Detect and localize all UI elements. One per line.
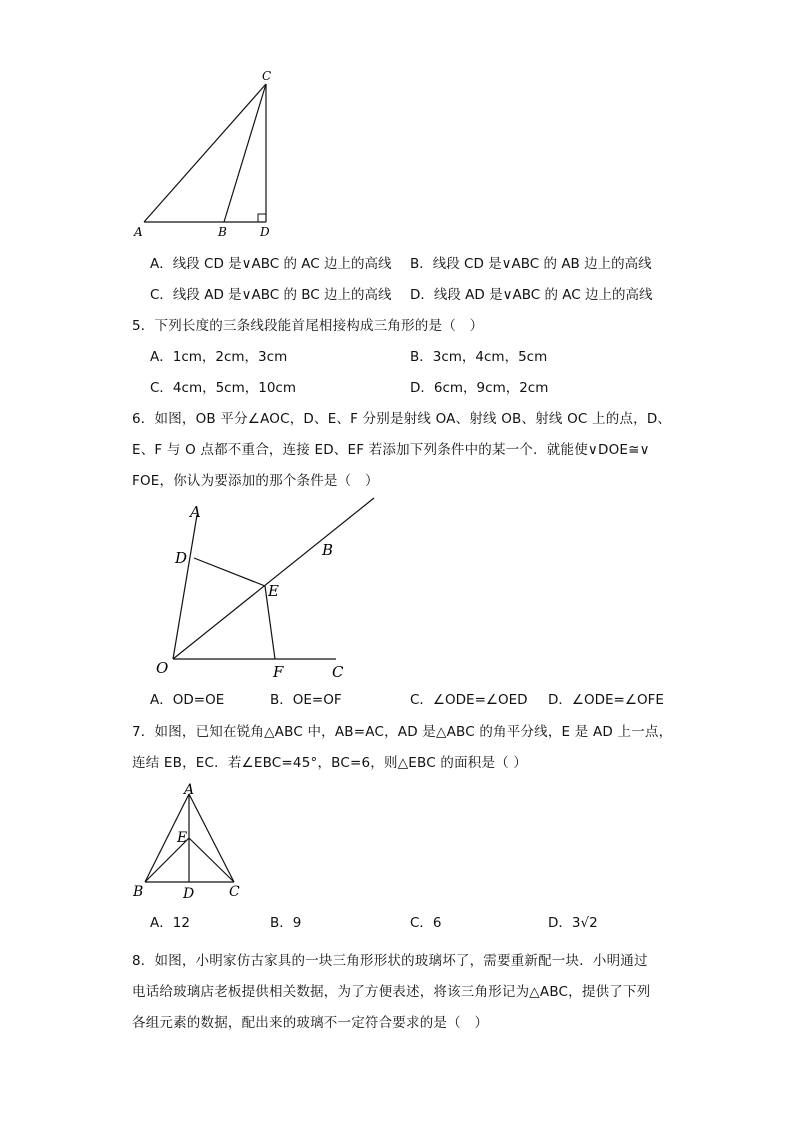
q8-stem-line-1: 8．如图，小明家仿古家具的一块三角形形状的玻璃坏了，需要重新配一块．小明通过 [132,953,648,969]
label-f: F [273,663,284,681]
q5-stem: 5．下列长度的三条线段能首尾相接构成三角形的是（ ） [132,318,484,334]
q4-triangle-figure [120,60,300,250]
label-c: C [332,663,344,681]
q6-angle-bisector-figure [150,495,400,690]
segment-ed [194,558,265,586]
label-a: A [190,503,201,521]
q5-option-c[interactable]: C．4cm，5cm，10cm [150,380,297,396]
label-e: E [177,830,188,846]
q7-option-b[interactable]: B．9 [270,915,302,931]
label-a: A [184,782,195,798]
label-c: C [262,69,272,83]
q4-option-a[interactable]: A．线段 CD 是∨ABC 的 AC 边上的高线 [150,256,392,272]
segment-bc [224,84,266,222]
label-d: D [260,225,270,239]
ray-ob [173,498,374,659]
q8-stem-line-3: 各组元素的数据，配出来的玻璃不一定符合要求的是（ ） [132,1015,489,1031]
right-angle-mark [258,214,266,222]
q6-option-d[interactable]: D．∠ODE=∠OFE [548,692,664,708]
q4-option-d[interactable]: D．线段 AD 是∨ABC 的 AC 边上的高线 [410,287,653,303]
segment-ac [144,84,266,222]
label-e: E [268,582,279,600]
q7-stem-line-2: 连结 EB，EC．若∠EBC=45°，BC=6，则△EBC 的面积是（ ） [132,755,528,771]
q8-stem-line-2: 电话给玻璃店老板提供相关数据，为了方便表述，将该三角形记为△ABC，提供了下列 [132,984,651,1000]
q6-option-a[interactable]: A．OD=OE [150,692,225,708]
q6-stem-line-1: 6．如图，OB 平分∠AOC，D、E、F 分别是射线 OA、射线 OB、射线 OC 上的点，D、 [132,411,672,427]
q7-isosceles-figure [125,778,255,906]
q5-option-b[interactable]: B．3cm，4cm，5cm [410,349,548,365]
label-b: B [322,541,334,559]
label-o: O [156,659,169,677]
segment-ac [189,794,234,882]
label-c: C [229,884,240,900]
q7-option-d[interactable]: D．3√2 [548,915,598,931]
q6-stem-line-2: E、F 与 O 点都不重合，连接 ED、EF 若添加下列条件中的某一个．就能使∨DOE≅∨ [132,442,650,458]
q7-option-c[interactable]: C．6 [410,915,442,931]
label-d: D [183,886,195,902]
q5-option-a[interactable]: A．1cm，2cm，3cm [150,349,288,365]
label-d: D [175,549,188,567]
q7-option-a[interactable]: A．12 [150,915,190,931]
q4-option-b[interactable]: B．线段 CD 是∨ABC 的 AB 边上的高线 [410,256,652,272]
q4-option-c[interactable]: C．线段 AD 是∨ABC 的 BC 边上的高线 [150,287,392,303]
q5-option-d[interactable]: D．6cm，9cm，2cm [410,380,549,396]
label-b: B [133,884,144,900]
q6-stem-line-3: FOE，你认为要添加的那个条件是（ ） [132,473,379,489]
segment-ec [189,838,234,882]
q6-option-b[interactable]: B．OE=OF [270,692,342,708]
q6-option-c[interactable]: C．∠ODE=∠OED [410,692,528,708]
label-b: B [218,225,227,239]
ray-oa [173,515,197,659]
label-a: A [134,225,143,239]
q7-stem-line-1: 7．如图，已知在锐角△ABC 中，AB=AC，AD 是△ABC 的角平分线，E 是 AD 上一点， [132,724,673,740]
